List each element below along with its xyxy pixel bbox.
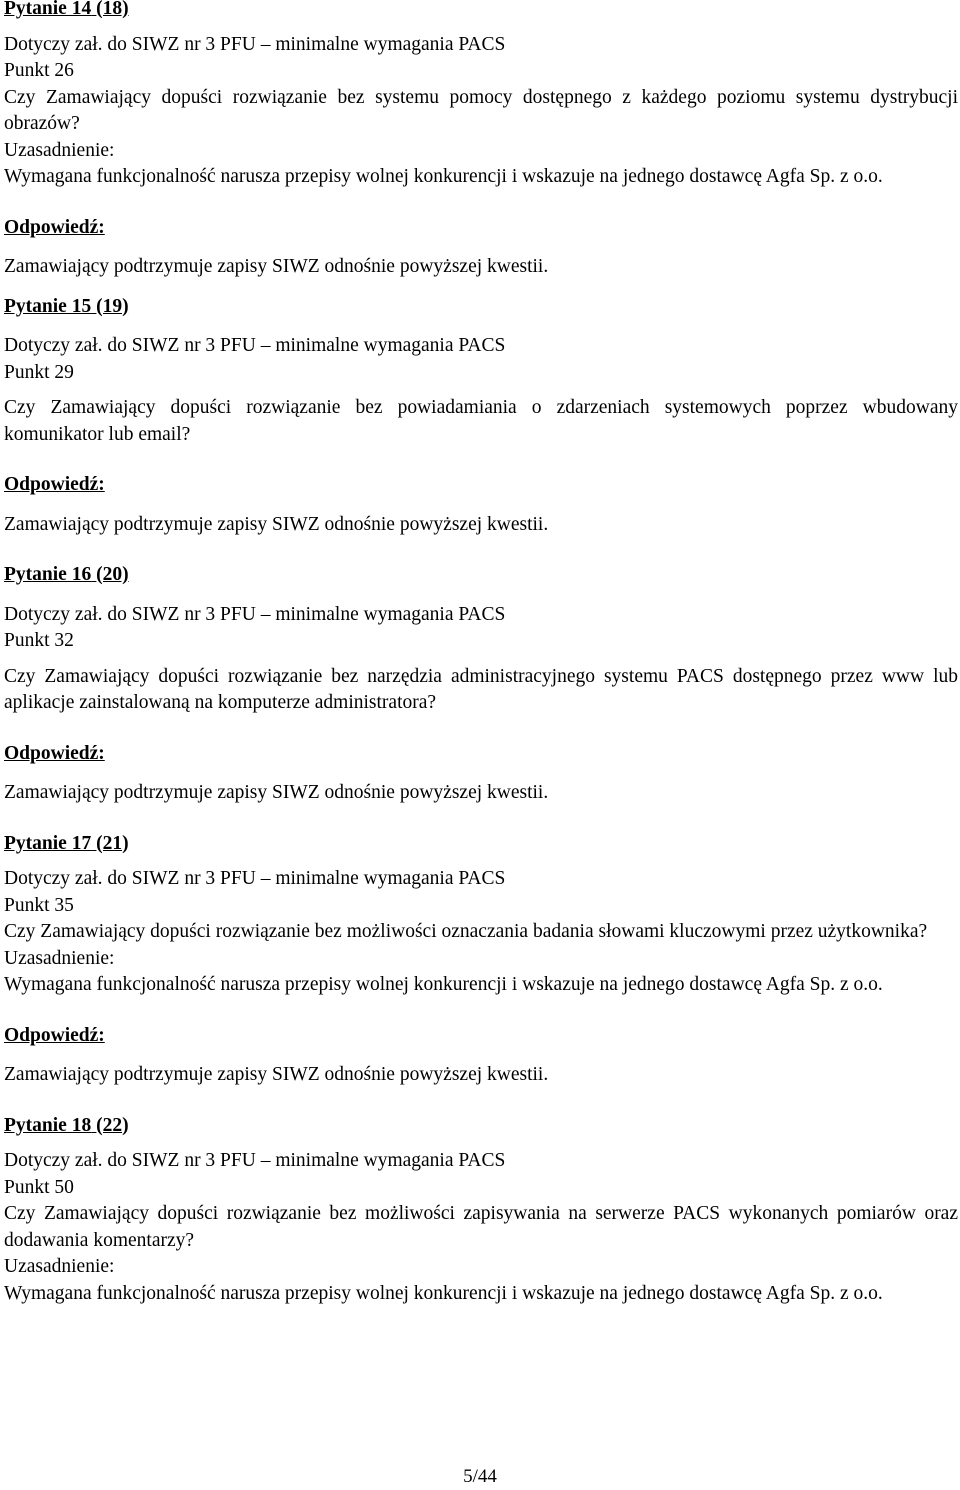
question-punkt: Punkt 26: [4, 60, 74, 81]
question-text: Czy Zamawiający dopuści rozwiązanie bez systemu pomocy dostępnego z każdego poziomu systemu dystrybucji obrazów?: [4, 86, 958, 134]
answer-text: Zamawiający podtrzymuje zapisy SIWZ odnośnie powyższej kwestii.: [4, 513, 549, 535]
question-text: Czy Zamawiający dopuści rozwiązanie bez powiadamiania o zdarzeniach systemowych poprzez wbudowany komunikator lub email?: [4, 397, 958, 445]
question-punkt: Punkt 35: [4, 894, 74, 916]
answer-label: Odpowiedź:: [4, 474, 105, 495]
question-reference: Dotyczy zał. do SIWZ nr 3 PFU – minimalne wymagania PACS: [4, 868, 506, 889]
justification-text: Wymagana funkcjonalność narusza przepisy wolnej konkurencji i wskazuje na jednego dostawcę Agfa Sp. z o.o.: [4, 166, 883, 187]
question-reference: Dotyczy zał. do SIWZ nr 3 PFU – minimalne wymagania PACS: [4, 33, 506, 55]
question-title: [4, 1113, 958, 1140]
justification-label: Uzasadnienie:: [4, 947, 115, 969]
question-14: [4, 0, 958, 281]
justification-label: Uzasadnienie:: [4, 139, 115, 161]
question-reference: Dotyczy zał. do SIWZ nr 3 PFU – minimalne wymagania PACS: [4, 603, 506, 625]
justification-text: Wymagana funkcjonalność narusza przepisy wolnej konkurencji i wskazuje na jednego dostawcę Agfa Sp. z o.o.: [4, 974, 883, 995]
question-id: (22): [96, 1114, 129, 1136]
question-number: Pytanie 18: [4, 1114, 92, 1136]
answer-text: Zamawiający podtrzymuje zapisy SIWZ odnośnie powyższej kwestii.: [4, 782, 549, 803]
answer-label: Odpowiedź:: [4, 216, 105, 238]
answer-text: Zamawiający podtrzymuje zapisy SIWZ odnośnie powyższej kwestii.: [4, 1064, 549, 1085]
question-punkt: Punkt 50: [4, 1176, 74, 1198]
question-text: Czy Zamawiający dopuści rozwiązanie bez możliwości zapisywania na serwerze PACS wykonanych pomiarów oraz dodawania komentarzy?: [4, 1203, 958, 1251]
question-id: (21): [96, 832, 129, 854]
question-id: (19): [96, 295, 129, 317]
justification-label: Uzasadnienie:: [4, 1256, 115, 1277]
question-reference: Dotyczy zał. do SIWZ nr 3 PFU – minimalne wymagania PACS: [4, 335, 506, 356]
question-number: Pytanie 17: [4, 832, 92, 854]
question-punkt: Punkt 29: [4, 361, 74, 383]
question-title: [4, 562, 958, 589]
question-reference: Dotyczy zał. do SIWZ nr 3 PFU – minimalne wymagania PACS: [4, 1150, 506, 1171]
question-id: (18): [96, 0, 129, 19]
question-title: [4, 294, 958, 321]
answer-label: Odpowiedź:: [4, 1024, 105, 1046]
answer-text: Zamawiający podtrzymuje zapisy SIWZ odnośnie powyższej kwestii.: [4, 256, 549, 277]
question-text: Czy Zamawiający dopuści rozwiązanie bez możliwości oznaczania badania słowami kluczowymi przez użytkownika?: [4, 921, 928, 942]
justification-text: Wymagana funkcjonalność narusza przepisy wolnej konkurencji i wskazuje na jednego dostawcę Agfa Sp. z o.o.: [4, 1282, 883, 1304]
question-17: [4, 831, 958, 1089]
question-punkt: Punkt 32: [4, 630, 74, 651]
question-number: Pytanie 15: [4, 295, 92, 317]
question-18: [4, 1113, 958, 1308]
question-text: Czy Zamawiający dopuści rozwiązanie bez narzędzia administracyjnego systemu PACS dostępnego przez www lub aplikacje zainstalowaną na komputerze administratora?: [4, 665, 958, 713]
question-title: [4, 831, 958, 858]
document-page: [4, 0, 958, 1307]
question-title: [4, 0, 958, 23]
question-number: Pytanie 14: [4, 0, 92, 19]
page-number: 5/44: [463, 1466, 497, 1487]
question-id: (20): [96, 564, 129, 585]
question-15: [4, 294, 958, 539]
question-number: Pytanie 16: [4, 564, 92, 585]
answer-label: Odpowiedź:: [4, 742, 105, 764]
question-16: [4, 562, 958, 807]
